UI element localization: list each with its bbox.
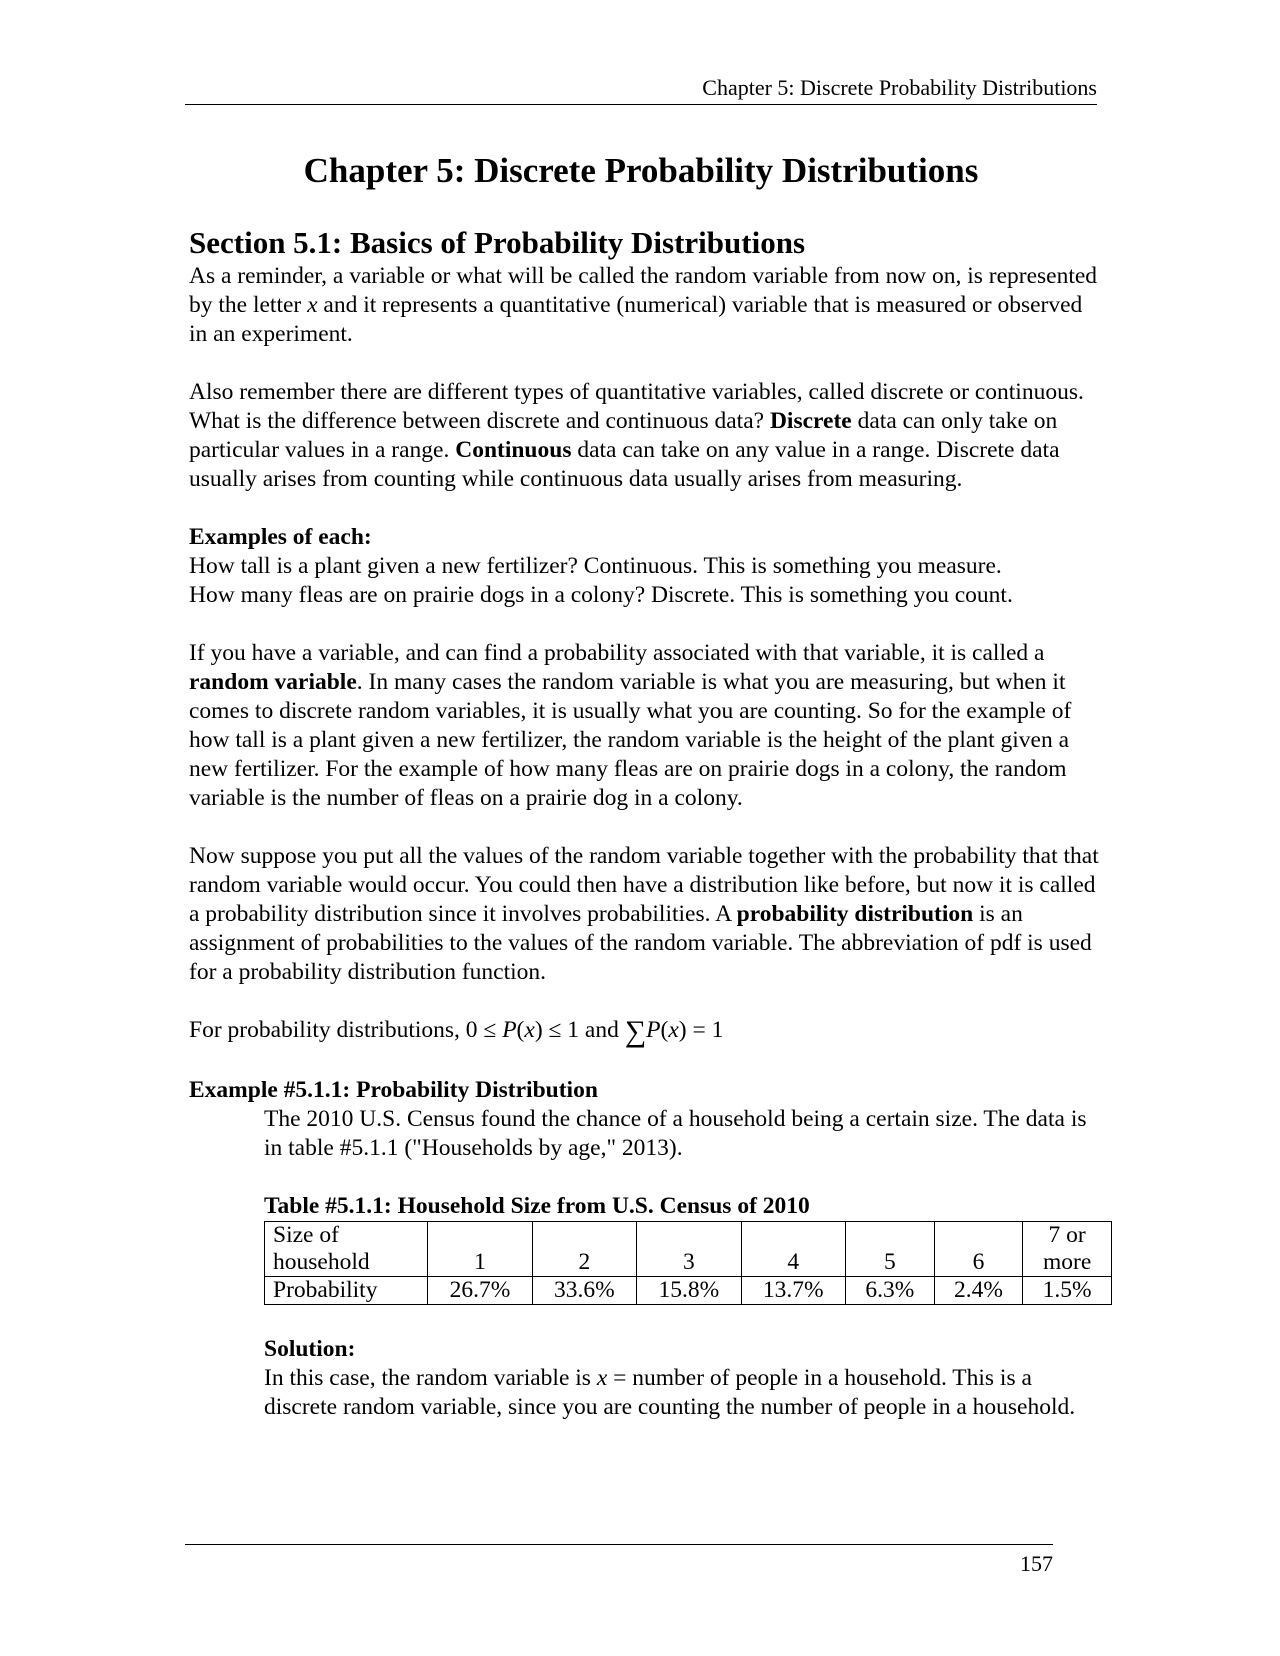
- text: is an assignment of probabilities to the values of the random variable. The abbreviation of pdf is used for a probability distribution function.: [189, 901, 1092, 985]
- table-caption: Table #5.1.1: Household Size from U.S. Census of 2010: [264, 1193, 810, 1219]
- paragraph-probability-distribution: [189, 842, 1099, 987]
- term-discrete: Discrete: [769, 408, 852, 434]
- example-text: The 2010 U.S. Census found the chance of a household being a certain size. The data is in table #5.1.1 ("Households by age," 2013).: [264, 1106, 1087, 1161]
- formula-x: x: [524, 1017, 535, 1043]
- solution-heading: Solution:: [264, 1336, 356, 1362]
- table-cell: 33.6%: [532, 1277, 636, 1305]
- text: data can only take on particular values in a range.: [189, 408, 1058, 463]
- probability-formula: [189, 1016, 1099, 1046]
- formula-intro: For probability distributions,: [189, 1017, 466, 1043]
- page-body: [189, 224, 1099, 1422]
- table-cell: 15.8%: [637, 1277, 741, 1305]
- formula-math: 0 ≤ P(x) ≤ 1 and ∑P(x) = 1: [465, 1015, 724, 1048]
- example-heading: Example #5.1.1: Probability Distribution: [189, 1077, 598, 1103]
- text: = number of people in a household. This is a discrete random variable, since you are counting the number of people in a household.: [264, 1365, 1076, 1420]
- variable-x: x: [307, 292, 318, 318]
- formula-P: P: [646, 1017, 661, 1043]
- formula-text: ≤ 1: [542, 1017, 580, 1043]
- text: . In many cases the random variable is what you are measuring, but when it comes to discrete random variables, it is usually what you are counting. So for the example of how tall is a plant given a new fertilizer, the random variable is the height of the plant given a new fertilizer. For the example of how many fleas are on prairie dogs in a colony, the random variable is the number of fleas on a prairie dog in a colony.: [189, 669, 1072, 811]
- table-block: [264, 1192, 1099, 1305]
- table-cell: 2.4%: [934, 1277, 1023, 1305]
- table-row-header: Probability: [265, 1277, 428, 1305]
- solution-text: [264, 1364, 1099, 1422]
- paragraph-discrete-continuous: [189, 378, 1099, 494]
- table-cell: 6.3%: [846, 1277, 935, 1305]
- text: Now suppose you put all the values of the random variable together with the probability that that random variable would occur. You could then have a distribution like before, but now it is called a probability distribution since it involves probabilities. A: [189, 843, 1099, 927]
- table-cell: 5: [846, 1222, 935, 1277]
- table-row: [265, 1277, 1112, 1305]
- formula-P: P: [502, 1017, 517, 1043]
- formula-text: 0 ≤: [465, 1017, 503, 1043]
- table-cell: 26.7%: [428, 1277, 532, 1305]
- formula-text: and: [579, 1017, 625, 1043]
- cell-text: household: [273, 1249, 370, 1275]
- formula-text: = 1: [686, 1017, 724, 1043]
- formula-x: x: [668, 1017, 679, 1043]
- table-cell: 1: [428, 1222, 532, 1277]
- running-header-title: Chapter 5: Discrete Probability Distributions: [702, 75, 1097, 100]
- text: As a reminder, a variable or what will be called the random variable from now on, is represented by the letter: [189, 263, 1098, 318]
- text: Also remember there are different types of quantitative variables, called discrete or continuous. What is the difference between discrete and continuous data?: [189, 379, 1084, 434]
- section-title: Section 5.1: Basics of Probability Distributions: [189, 225, 806, 260]
- cell-text: 7 or: [1048, 1222, 1086, 1248]
- variable-x: x: [596, 1365, 608, 1391]
- table-row: [265, 1222, 1112, 1277]
- paragraph-random-variable: [189, 639, 1099, 813]
- chapter-title: Chapter 5: Discrete Probability Distributions: [303, 151, 979, 190]
- household-size-table: [264, 1221, 1112, 1305]
- table-cell: [1023, 1222, 1112, 1277]
- table-cell: 4: [741, 1222, 845, 1277]
- text: data can take on any value in a range. Discrete data usually arises from counting while continuous data usually arises from measuring.: [189, 437, 1060, 492]
- cell-text: more: [1042, 1249, 1092, 1275]
- table-cell: 6: [934, 1222, 1023, 1277]
- table-cell: 3: [637, 1222, 741, 1277]
- table-row-header: [265, 1222, 428, 1277]
- page-footer: [185, 1544, 1053, 1577]
- cell-text: Size of: [273, 1222, 339, 1248]
- table-cell: 13.7%: [741, 1277, 845, 1305]
- table-cell: 1.5%: [1023, 1277, 1112, 1305]
- term-random-variable: random variable: [189, 669, 357, 695]
- text: If you have a variable, and can find a probability associated with that variable, it is called a: [189, 640, 1045, 666]
- example-line: How many fleas are on prairie dogs in a colony? Discrete. This is something you count.: [189, 582, 1013, 608]
- example-line: How tall is a plant given a new fertilizer? Continuous. This is something you measure.: [189, 553, 1002, 579]
- examples-heading: Examples of each:: [189, 524, 372, 550]
- sum-symbol: ∑: [624, 1015, 647, 1048]
- page-number: 157: [1020, 1551, 1053, 1576]
- table-cell: 2: [532, 1222, 636, 1277]
- term-probability-distribution: probability distribution: [736, 901, 974, 927]
- term-continuous: Continuous: [455, 437, 572, 463]
- paragraph-reminder: [189, 262, 1099, 349]
- text: and it represents a quantitative (numerical) variable that is measured or observed in an experiment.: [189, 292, 1083, 347]
- text: In this case, the random variable is: [264, 1365, 597, 1391]
- running-header: [185, 74, 1097, 105]
